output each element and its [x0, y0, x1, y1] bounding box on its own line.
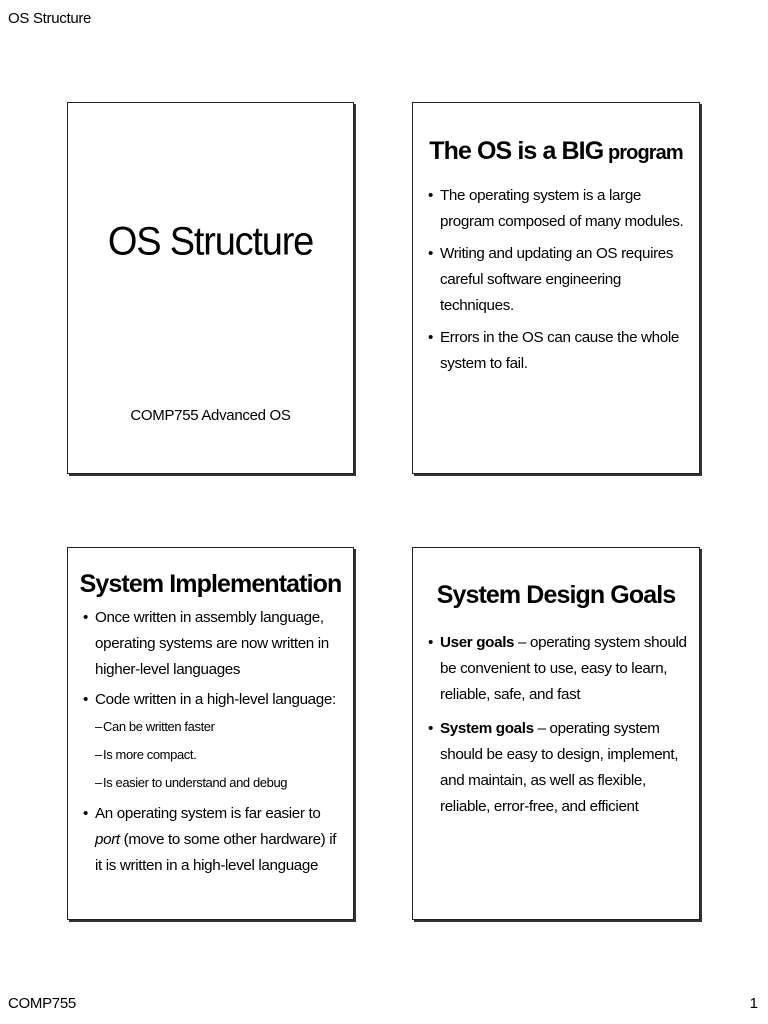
- bullet-item: • Errors in the OS can cause the whole system to fail.: [413, 325, 689, 377]
- bullet-item: • Writing and updating an OS requires careful software engineering techniques.: [413, 241, 689, 319]
- bullet-list: [413, 630, 699, 820]
- slide-title: OS Structure: [107, 219, 314, 265]
- slide-subtitle: COMP755 Advanced OS: [130, 407, 291, 424]
- slide-title-main: The OS is a BIG: [429, 137, 604, 165]
- footer-course-code: COMP755: [8, 995, 76, 1012]
- slide-os-structure: [67, 102, 354, 474]
- slide-system-implementation: [67, 547, 354, 920]
- slide-os-big-program: [412, 102, 700, 474]
- slide-title-small: program: [603, 142, 683, 164]
- goal-term: System goals: [440, 720, 534, 737]
- bullet-item: [68, 687, 343, 797]
- goal-text: – operating system should be easy to design, implement, and maintain, as well as flexible, reliable, error-free, and efficient: [440, 720, 679, 815]
- bullet-text: Code written in a high-level language:: [95, 691, 336, 708]
- bullet-item: • Once written in assembly language, operating systems are now written in higher-level languages: [68, 605, 343, 683]
- slide-system-design-goals: [412, 547, 700, 920]
- sub-bullet-item: – Can be written faster: [95, 713, 343, 741]
- bullet-item: [413, 630, 689, 708]
- sub-bullet-list: [95, 713, 343, 797]
- slide-title: System Implementation: [79, 570, 342, 598]
- goal-text: – operating system should be convenient to use, easy to learn, reliable, safe, and fast: [440, 634, 687, 703]
- sub-bullet-item: – Is more compact.: [95, 741, 343, 769]
- page-header-title: OS Structure: [8, 10, 92, 27]
- slide-title: [413, 137, 699, 166]
- bullet-item: [413, 716, 689, 820]
- goal-term: User goals: [440, 634, 515, 651]
- bullet-item: [68, 801, 343, 879]
- emphasis-text: port: [95, 831, 120, 848]
- bullet-item: • The operating system is a large program composed of many modules.: [413, 183, 689, 235]
- sub-bullet-item: – Is easier to understand and debug: [95, 769, 343, 797]
- bullet-list: [68, 605, 353, 879]
- page-number: 1: [749, 995, 758, 1012]
- bullet-list: [413, 183, 699, 377]
- slide-title: System Design Goals: [436, 581, 676, 609]
- bullet-text: (move to some other hardware) if it is written in a high-level language: [95, 831, 337, 874]
- bullet-text: An operating system is far easier to: [95, 805, 321, 822]
